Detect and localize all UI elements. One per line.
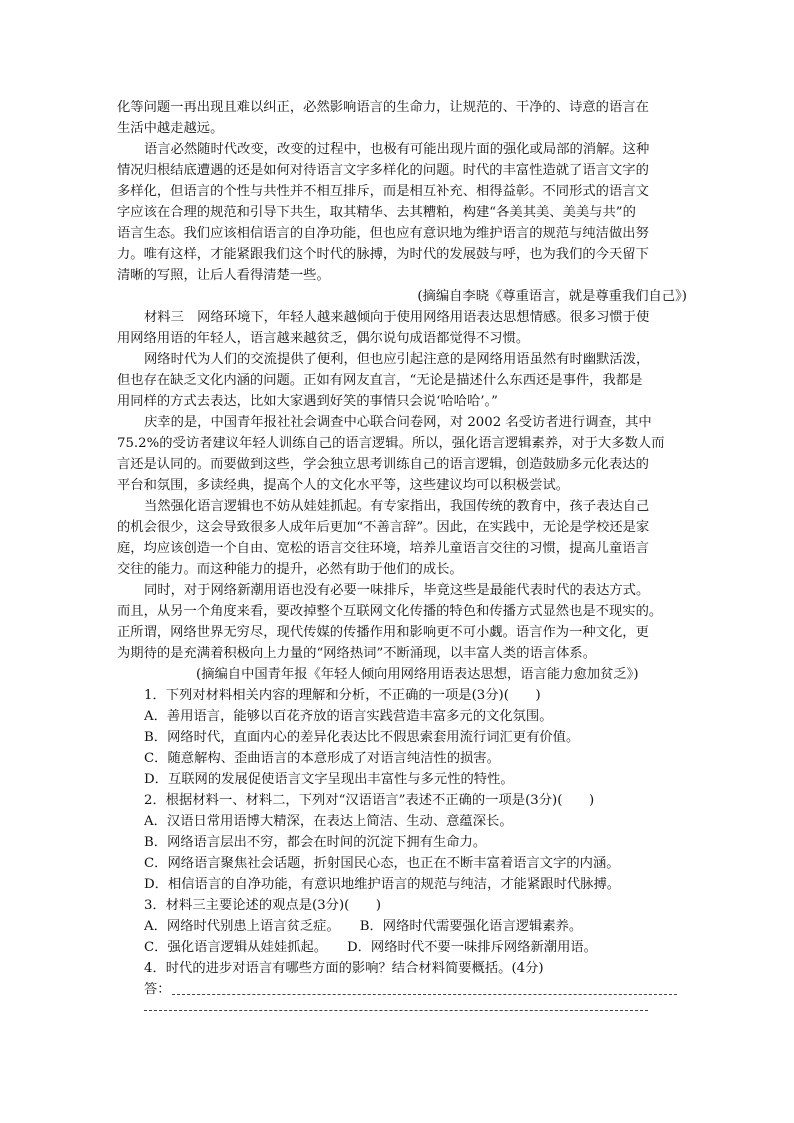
answer-line [172, 994, 677, 995]
question-2: 2．根据材料一、材料二，下列对“汉语语言”表述不正确的一项是(3分)( ) [144, 793, 595, 808]
text-line: 而且，从另一个角度来看，要改掉整个互联网文化传播的特色和传播方式显然也是不现实的。 [117, 604, 663, 619]
material-three-heading: 材料三 网络环境下，年轻人越来越倾向于使用网络用语表达思想情感。很多习惯于使 [144, 310, 650, 325]
text-line: 用同样的方式去表达，比如大家遇到好笑的事情只会说‘哈哈哈’。” [117, 394, 498, 409]
text-line: 言还是认同的。而要做到这些，学会独立思考训练自己的语言逻辑，创造鼓励多元化表达的 [117, 457, 649, 472]
paragraph-start: 网络时代为人们的交流提供了便利，但也应引起注意的是网络用语虽然有时幽默活泼， [144, 352, 650, 367]
source-citation: (摘编自中国青年报《年轻人倾向用网络用语表达思想，语言能力愈加贫乏》) [196, 667, 639, 682]
paragraph-start: 语言必然随时代改变，改变的过程中，也极有可能出现片面的强化或局部的消解。这种 [144, 142, 650, 157]
paragraph-start: 同时，对于网络新潮用语也没有必要一味排斥，毕竟这些是最能代表时代的表达方式。 [144, 583, 650, 598]
text-line: 正所谓，网络世界无穷尽，现代传媒的传播作用和影响更不可小觑。语言作为一种文化，更 [117, 625, 649, 640]
text-line: 用网络用语的年轻人，语言越来越贫乏，偶尔说句成语都觉得不习惯。 [117, 331, 530, 346]
text-line: 的机会很少，这会导致很多人成年后更加“不善言辞”。因此，在实践中，无论是学校还是家 [117, 520, 650, 535]
text-line: 75.2%的受访者建议年轻人训练自己的语言逻辑。所以，强化语言逻辑素养，对于大多数人而 [117, 436, 665, 451]
option-1b: B．网络时代，直面内心的差异化表达比不假思索套用流行词汇更有价值。 [144, 730, 580, 745]
text-line: 平台和氛围，多读经典，提高个人的文化水平等，这些建议均可以积极尝试。 [117, 478, 570, 493]
text-line: 语言生态。我们应该相信语言的自净功能，但也应有意识地为维护语言的规范与纯洁做出努 [117, 226, 649, 241]
option-2b: B．网络语言层出不穷，都会在时间的沉淀下拥有生命力。 [144, 835, 487, 850]
option-1d: D．互联网的发展促使语言文字呈现出丰富性与多元性的特性。 [144, 772, 514, 787]
option-2a: A．汉语日常用语博大精深，在表达上简洁、生动、意蕴深长。 [144, 814, 513, 829]
text-line: 交往的能力。而这种能力的提升，必然有助于他们的成长。 [117, 562, 463, 577]
text-line: 生活中越走越远。 [117, 121, 224, 136]
answer-line [144, 1010, 648, 1011]
paragraph-start: 庆幸的是，中国青年报社社会调查中心联合问卷网，对 2002 名受访者进行调查，其中 [144, 415, 652, 430]
option-2d: D．相信语言的自净功能，有意识地维护语言的规范与纯洁，才能紧跟时代脉搏。 [144, 877, 621, 892]
answer-label: 答： [144, 982, 171, 997]
text-line: 清晰的写照，让后人看得清楚一些。 [117, 268, 330, 283]
text-line: 为期待的是充满着积极向上力量的“网络热词”不断涌现，以丰富人类的语言体系。 [117, 646, 596, 661]
text-line: 字应该在合理的规范和引导下共生，取其精华、去其糟粕，构建“各美其美、美美与共”的 [117, 205, 636, 220]
option-2c: C．网络语言聚焦社会话题，折射国民心态，也正在不断丰富着语言文字的内涵。 [144, 856, 620, 871]
question-1: 1．下列对材料相关内容的理解和分析，不正确的一项是(3分)( ) [144, 688, 541, 703]
text-line: 化等问题一再出现且难以纠正，必然影响语言的生命力，让规范的、干净的、诗意的语言在 [117, 100, 649, 115]
options-3ab: A．网络时代别患上语言贫乏症。 B．网络时代需要强化语言逻辑素养。 [144, 919, 583, 934]
source-citation: (摘编自李晓《尊重语言，就是尊重我们自己》) [417, 289, 687, 304]
paragraph-start: 当然强化语言逻辑也不妨从娃娃抓起。有专家指出，我国传统的教育中，孩子表达自己 [144, 499, 650, 514]
text-line: 情况归根结底遭遇的还是如何对待语言文字多样化的问题。时代的丰富性造就了语言文字的 [117, 163, 649, 178]
option-1c: C．随意解构、歪曲语言的本意形成了对语言纯洁性的损害。 [144, 751, 500, 766]
text-line: 力。唯有这样，才能紧跟我们这个时代的脉搏，为时代的发展鼓与呼，也为我们的今天留下 [117, 247, 649, 262]
text-line: 多样化，但语言的个性与共性并不相互排斥，而是相互补充、相得益彰。不同形式的语言文 [117, 184, 649, 199]
text-line: 但也存在缺乏文化内涵的问题。正如有网友直言，“无论是描述什么东西还是事件，我都是 [117, 373, 643, 388]
question-4: 4．时代的进步对语言有哪些方面的影响？结合材料简要概括。(4分) [144, 961, 544, 976]
option-1a: A．善用语言，能够以百花齐放的语言实践营造丰富多元的文化氛围。 [144, 709, 553, 724]
question-3: 3．材料三主要论述的观点是(3分)( ) [144, 898, 382, 913]
text-line: 庭，均应该创造一个自由、宽松的语言交往环境，培养儿童语言交往的习惯，提高儿童语言 [117, 541, 649, 556]
options-3cd: C．强化语言逻辑从娃娃抓起。 D．网络时代不要一味排斥网络新潮用语。 [144, 940, 597, 955]
